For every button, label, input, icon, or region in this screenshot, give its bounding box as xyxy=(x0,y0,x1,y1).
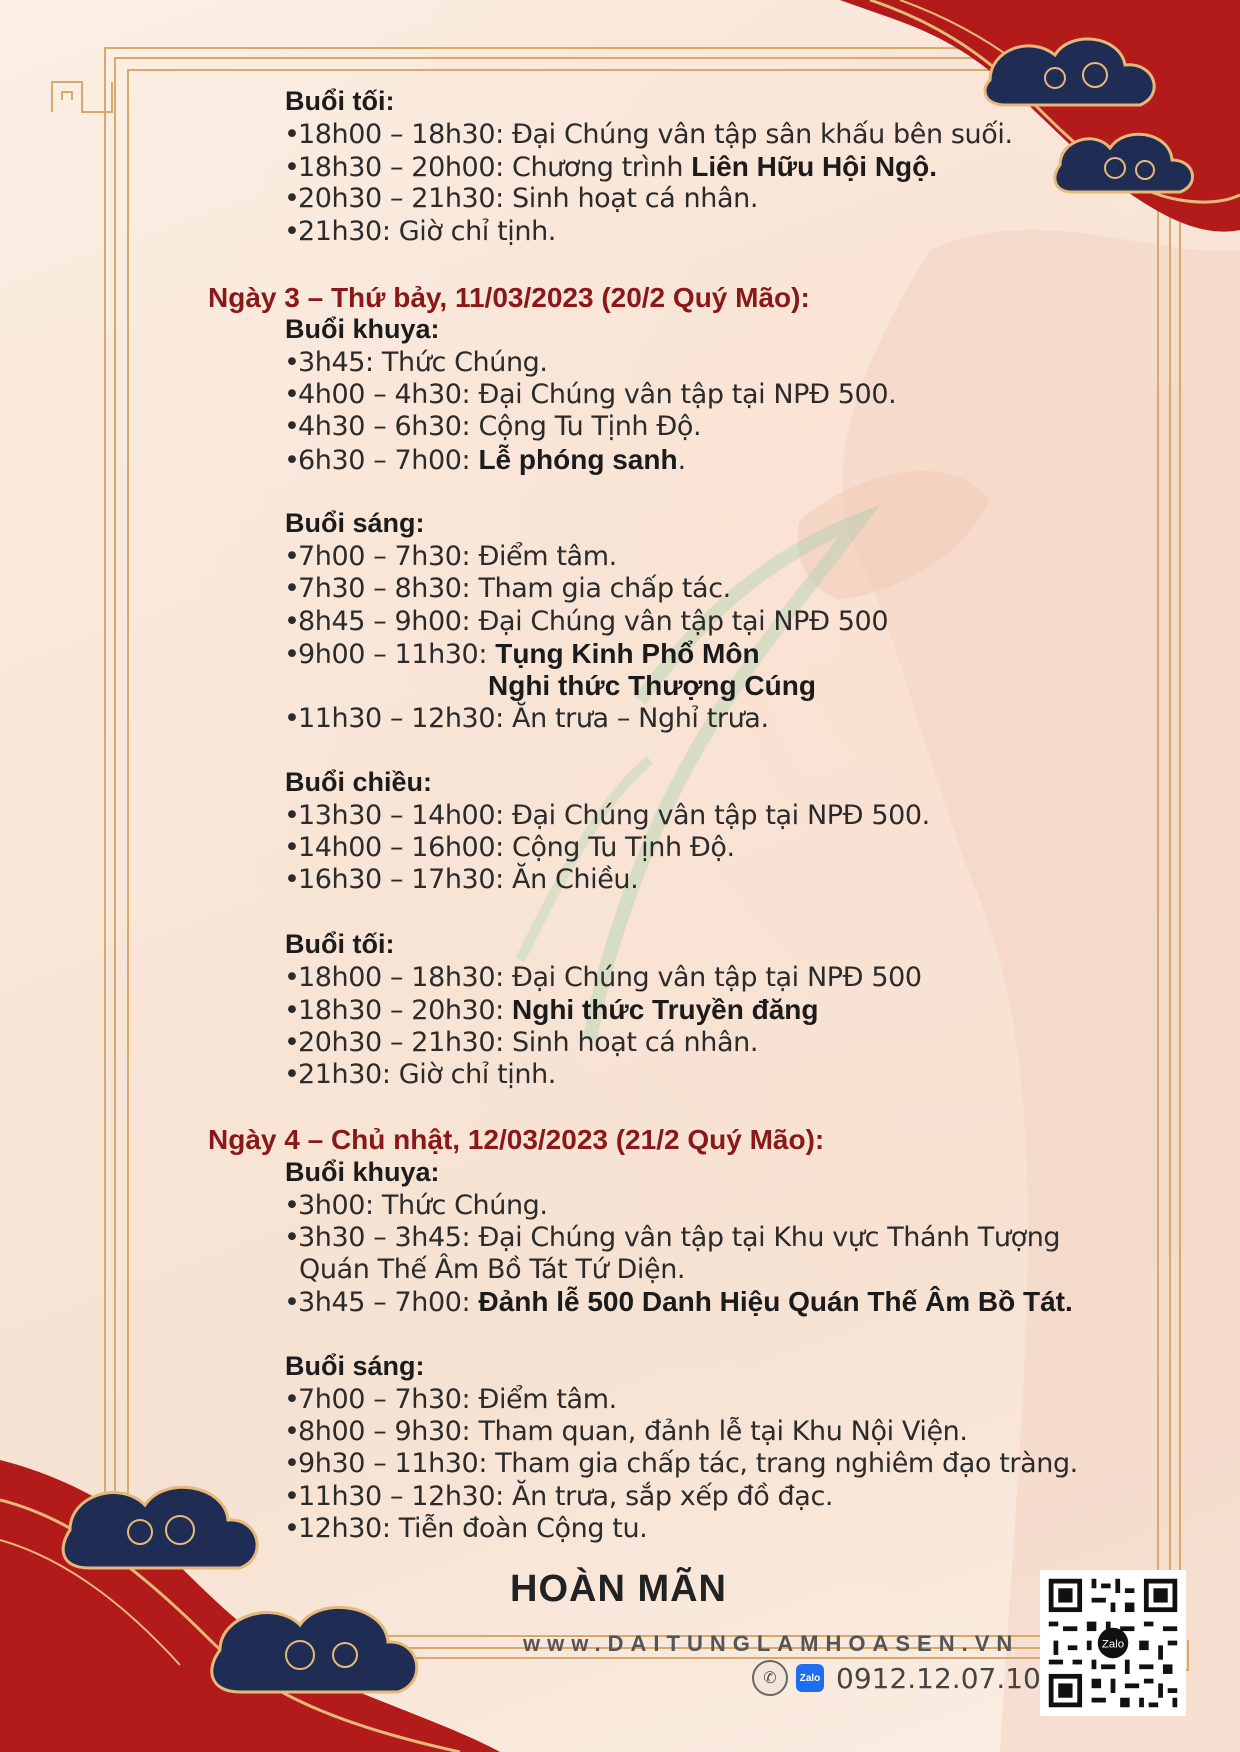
list-item: •18h30 – 20h30: Nghi thức Truyền đăng xyxy=(284,994,819,1026)
list-item: •8h00 – 9h30: Tham quan, đảnh lễ tại Khu Nội Viện. xyxy=(284,1416,968,1447)
list-item: •3h30 – 3h45: Đại Chúng vân tập tại Khu vực Thánh Tượng xyxy=(284,1222,1061,1253)
website-link[interactable]: www.DAITUNGLAMHOASEN.VN xyxy=(523,1631,1020,1656)
list-item: •4h30 – 6h30: Cộng Tu Tịnh Độ. xyxy=(284,411,702,442)
list-item: •21h30: Giờ chỉ tịnh. xyxy=(284,216,556,247)
phone-number[interactable]: 0912.12.07.10 xyxy=(836,1661,1041,1695)
zalo-icon: Zalo xyxy=(796,1664,824,1692)
list-item: •18h00 – 18h30: Đại Chúng vân tập tại NPĐ 500 xyxy=(284,962,922,993)
list-item: •12h30: Tiễn đoàn Cộng tu. xyxy=(284,1513,648,1544)
closing-title: HOÀN MÃN xyxy=(510,1568,727,1610)
list-item: •18h30 – 20h00: Chương trình Liên Hữu Hội Ngộ. xyxy=(284,151,938,183)
list-item: •7h30 – 8h30: Tham gia chấp tác. xyxy=(284,573,731,604)
list-item: •6h30 – 7h00: Lễ phóng sanh. xyxy=(284,444,686,476)
list-item: •8h45 – 9h00: Đại Chúng vân tập tại NPĐ 500 xyxy=(284,606,889,637)
list-item: •3h45: Thức Chúng. xyxy=(284,347,548,378)
list-item: •11h30 – 12h30: Ăn trưa, sắp xếp đồ đạc. xyxy=(284,1481,834,1512)
qr-code-icon[interactable] xyxy=(1040,1570,1186,1716)
section-heading: Buổi sáng: xyxy=(285,508,425,538)
list-item: •18h00 – 18h30: Đại Chúng vân tập sân khấu bên suối. xyxy=(284,119,1013,150)
list-item: •7h00 – 7h30: Điểm tâm. xyxy=(284,1384,617,1415)
list-item: •3h45 – 7h00: Đảnh lễ 500 Danh Hiệu Quán Thế Âm Bồ Tát. xyxy=(284,1286,1073,1318)
section-heading: Buổi chiều: xyxy=(285,767,432,797)
list-item: •14h00 – 16h00: Cộng Tu Tịnh Độ. xyxy=(284,832,735,863)
section-heading: Buổi khuya: xyxy=(285,1157,440,1187)
list-item: •21h30: Giờ chỉ tịnh. xyxy=(284,1059,556,1090)
list-item-continuation: Nghi thức Thượng Cúng xyxy=(488,670,816,701)
list-item-continuation: Quán Thế Âm Bồ Tát Tứ Diện. xyxy=(299,1254,686,1285)
list-item: •4h00 – 4h30: Đại Chúng vân tập tại NPĐ 500. xyxy=(284,379,897,410)
svg-text:Zalo: Zalo xyxy=(1101,1638,1125,1651)
section-heading: Buổi tối: xyxy=(285,86,395,116)
section-heading: Buổi sáng: xyxy=(285,1351,425,1381)
list-item: •13h30 – 14h00: Đại Chúng vân tập tại NPĐ 500. xyxy=(284,800,930,831)
day-heading: Ngày 4 – Chủ nhật, 12/03/2023 (21/2 Quý Mão): xyxy=(208,1124,825,1155)
list-item: •9h00 – 11h30: Tụng Kinh Phổ Môn xyxy=(284,638,760,670)
section-heading: Buổi tối: xyxy=(285,929,395,959)
section-heading: Buổi khuya: xyxy=(285,314,440,344)
list-item: •11h30 – 12h30: Ăn trưa – Nghỉ trưa. xyxy=(284,703,769,734)
day-heading: Ngày 3 – Thứ bảy, 11/03/2023 (20/2 Quý Mão): xyxy=(208,282,810,313)
contact-row xyxy=(752,1660,1041,1696)
list-item: •3h00: Thức Chúng. xyxy=(284,1190,548,1221)
list-item: •7h00 – 7h30: Điểm tâm. xyxy=(284,541,617,572)
list-item: •20h30 – 21h30: Sinh hoạt cá nhân. xyxy=(284,183,759,214)
list-item: •9h30 – 11h30: Tham gia chấp tác, trang nghiêm đạo tràng. xyxy=(284,1448,1078,1479)
list-item: •20h30 – 21h30: Sinh hoạt cá nhân. xyxy=(284,1027,759,1058)
phone-icon: ✆ xyxy=(752,1660,788,1696)
list-item: •16h30 – 17h30: Ăn Chiều. xyxy=(284,864,639,895)
